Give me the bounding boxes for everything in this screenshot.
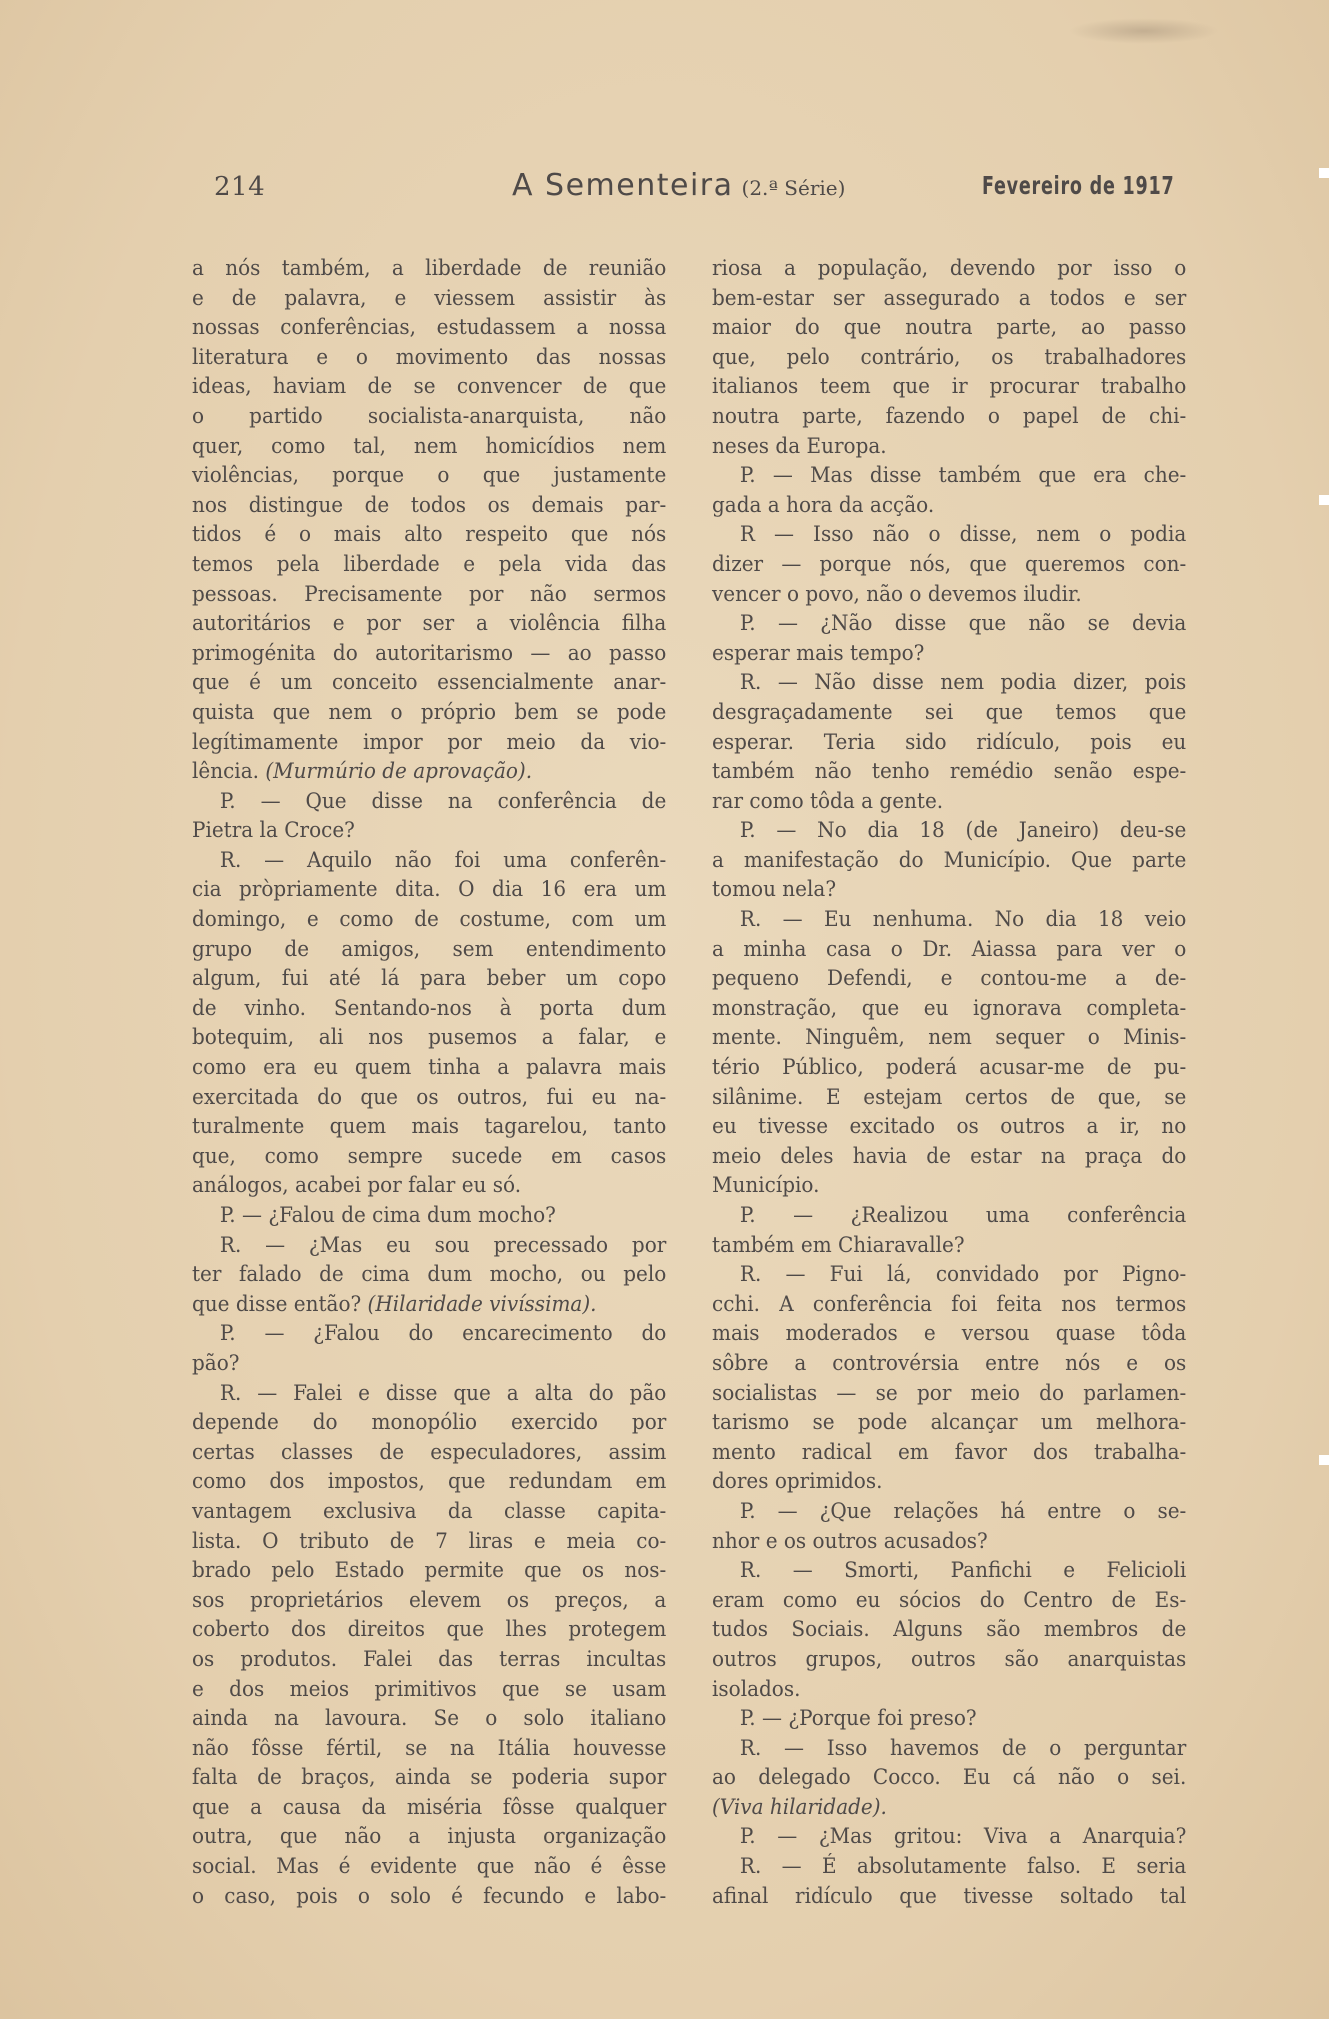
text-line: ter falado de cima dum mocho, ou pelo [192,1262,667,1288]
text-line: que, pelo contrário, os trabalhadores [712,344,1187,370]
text-line: P. — ¿Mas gritou: Viva a Anarquia? [739,1824,1187,1850]
text-line: esperar mais tempo? [712,640,925,666]
text-line: que a causa da miséria fôsse qualquer [192,1794,667,1820]
text-line: ideas, haviam de se convencer de que [192,374,667,400]
page-edge-notch [1319,495,1329,505]
paper-stain [1069,18,1219,44]
text-line: grupo de amigos, sem entendimento [192,936,667,962]
text-line: pessoas. Precisamente por não sermos [192,581,667,607]
text-line: R. — É absolutamente falso. E seria [739,1854,1187,1880]
text-line: falta de braços, ainda se poderia supor [192,1765,667,1791]
text-line: nossas conferências, estudassem a nossa [192,315,667,341]
text-line: como dos impostos, que redundam em [192,1469,667,1495]
text-line: coberto dos direitos que lhes protegem [192,1617,667,1643]
text-line: desgraçadamente sei que temos que [712,699,1187,725]
left-column [192,254,666,1911]
text-line: outros grupos, outros são anarquistas [712,1646,1187,1672]
text-line: P. — ¿Realizou uma conferência [739,1203,1187,1228]
journal-title-text: A Sementeira [512,168,734,203]
issue-date: Fevereiro de 1917 [982,171,1175,200]
text-line: mais moderados e versou quase tôda [712,1321,1187,1347]
text-line: dizer — porque nós, que queremos con- [712,551,1187,577]
series-label: (2.ª Série) [741,176,846,200]
text-line: tarismo se pode alcançar um melhora- [712,1410,1187,1436]
text-line: vantagem exclusiva da classe capita- [192,1498,667,1524]
text-line: violências, porque o que justamente [192,463,667,489]
text-line: os produtos. Falei das terras incultas [192,1646,667,1672]
text-line: R. — Não disse nem podia dizer, pois [739,670,1187,696]
text-line: exercitada do que os outros, fui eu na- [192,1084,667,1110]
text-line: o caso, pois o solo é fecundo e labo- [192,1883,667,1909]
text-line: cia pròpriamente dita. O dia 16 era um [192,877,667,903]
text-line: silânime. E estejam certos de que, se [712,1084,1187,1110]
text-line: turalmente quem mais tagarelou, tanto [192,1114,667,1140]
text-line: ao delegado Cocco. Eu cá não o sei. [712,1765,1187,1791]
text-line: P. — ¿Que relações há entre o se- [739,1498,1187,1524]
text-line: botequim, ali nos pusemos a falar, e [192,1025,667,1051]
text-line: R. — Smorti, Panfichi e Felicioli [739,1558,1187,1584]
text-line: ainda na lavoura. Se o solo italiano [192,1706,667,1732]
text-line: temos pela liberdade e pela vida das [192,551,667,577]
text-line: meio deles havia de estar na praça do [712,1143,1187,1169]
text-line: eu tivesse excitado os outros a ir, no [712,1114,1187,1140]
text-line: pão? [192,1350,240,1376]
text-line: não fôsse fértil, se na Itália houvesse [192,1735,667,1761]
text-line: isolados. [712,1676,801,1702]
text-line: mente. Ninguêm, nem sequer o Minis- [712,1025,1187,1051]
text-line: autoritários e por ser a violência filha [192,611,667,637]
text-line: P. — ¿Falou de cima dum mocho? [219,1203,556,1228]
text-line: a nós também, a liberdade de reunião [192,256,667,281]
text-line: R. — ¿Mas eu sou precessado por [219,1232,667,1258]
text-line: cchi. A conferência foi feita nos termos [712,1291,1187,1317]
text-line: tudos Sociais. Alguns são membros de [712,1617,1187,1643]
text-line: sôbre a controvérsia entre nós e os [712,1350,1187,1376]
text-line: P. — ¿Falou do encarecimento do [219,1321,667,1347]
text-line: brado pelo Estado permite que os nos- [192,1558,667,1584]
text-line: que, como sempre sucede em casos [192,1143,667,1169]
text-line: P. — No dia 18 (de Janeiro) deu-se [739,818,1187,844]
text-line: também em Chiaravalle? [712,1232,965,1258]
text-line: P. — ¿Porque foi preso? [739,1706,977,1732]
page-header [0,168,1329,212]
text-line: outra, que não a injusta organização [192,1824,667,1850]
text-line: e de palavra, e viessem assistir às [192,285,667,311]
text-line: socialistas — se por meio do parlamen- [712,1380,1187,1406]
text-line: afinal ridículo que tivesse soltado tal [712,1883,1187,1909]
text-line: P. — Que disse na conferência de [219,788,667,814]
text-line: primogénita do autoritarismo — ao passo [192,640,667,666]
text-line: Município. [712,1173,820,1199]
text-line: R. — Fui lá, convidado por Pigno- [739,1262,1187,1288]
text-line: rar como tôda a gente. [712,788,944,814]
text-line: que é um conceito essencialmente anar- [192,670,667,696]
page-edge-notch [1319,1455,1329,1465]
text-line: tomou nela? [712,877,837,903]
text-line: tério Público, poderá acusar-me de pu- [712,1055,1187,1081]
text-line: lista. O tributo de 7 liras e meia co- [192,1528,667,1554]
text-line: maior do que noutra parte, ao passo [712,315,1187,341]
text-line: como era eu quem tinha a palavra mais [192,1055,667,1081]
text-line: mento radical em favor dos trabalha- [712,1439,1187,1465]
text-line: literatura e o movimento das nossas [192,344,667,370]
page-edge-notch [1319,168,1329,178]
text-line: análogos, acabei por falar eu só. [192,1173,522,1199]
text-line: R. — Isso havemos de o perguntar [739,1735,1187,1761]
text-line: R — Isso não o disse, nem o podia [739,522,1187,548]
text-line: e dos meios primitivos que se usam [192,1676,667,1702]
text-line: sos proprietários elevem os preços, a [192,1587,667,1613]
page-number: 214 [214,172,266,202]
text-line: quer, como tal, nem homicídios nem [192,433,667,459]
text-line: tidos é o mais alto respeito que nós [192,522,667,548]
text-line: P. — ¿Não disse que não se devia [739,611,1187,637]
text-line: gada a hora da acção. [712,492,935,518]
text-line: pequeno Defendi, e contou-me a de- [712,966,1187,992]
text-line [712,1793,1186,1823]
stage-direction: (Viva hilaridade). [712,1794,887,1820]
text-line: a manifestação do Município. Que parte [712,847,1187,873]
text-line: depende do monopólio exercido por [192,1410,667,1436]
text-line: o partido socialista-anarquista, não [192,403,667,429]
text-line: nhor e os outros acusados? [712,1528,988,1554]
text-line: lência. (Murmúrio de aprovação). [192,759,533,785]
text-line: italianos teem que ir procurar trabalho [712,374,1187,400]
text-line: legítimamente impor por meio da vio- [192,729,667,755]
text-line: bem-estar ser assegurado a todos e ser [712,285,1187,311]
text-line: domingo, e como de costume, com um [192,907,667,933]
text-line: de vinho. Sentando-nos à porta dum [192,995,667,1021]
text-line: algum, fui até lá para beber um copo [192,966,667,992]
text-line: Pietra la Croce? [192,818,355,844]
text-line: P. — Mas disse também que era che- [739,463,1187,489]
text-line: R. — Eu nenhuma. No dia 18 veio [739,907,1187,933]
text-line: a minha casa o Dr. Aiassa para ver o [712,936,1187,962]
text-line: riosa a população, devendo por isso o [712,256,1187,281]
text-line: vencer o povo, não o devemos iludir. [712,581,1082,607]
text-line: nos distingue de todos os demais par- [192,492,667,518]
text-line: social. Mas é evidente que não é êsse [192,1854,667,1880]
text-line: eram como eu sócios do Centro de Es- [712,1587,1187,1613]
journal-title [512,168,845,203]
right-column [712,254,1190,1911]
stage-direction: (Murmúrio de aprovação). [265,759,533,785]
text-line: também não tenho remédio senão espe- [712,759,1187,785]
text-line: esperar. Teria sido ridículo, pois eu [712,729,1187,755]
text-line: que disse então? (Hilaridade vivíssima). [192,1291,597,1317]
text-line: dores oprimidos. [712,1469,883,1495]
text-line: R. — Aquilo não foi uma conferên- [219,847,667,873]
text-line: R. — Falei e disse que a alta do pão [219,1380,667,1406]
stage-direction: (Hilaridade vivíssima). [367,1291,597,1317]
text-line: monstração, que eu ignorava completa- [712,995,1187,1021]
text-line: noutra parte, fazendo o papel de chi- [712,403,1187,429]
text-line: neses da Europa. [712,433,887,459]
text-line: certas classes de especuladores, assim [192,1439,667,1465]
text-line: quista que nem o próprio bem se pode [192,699,667,725]
